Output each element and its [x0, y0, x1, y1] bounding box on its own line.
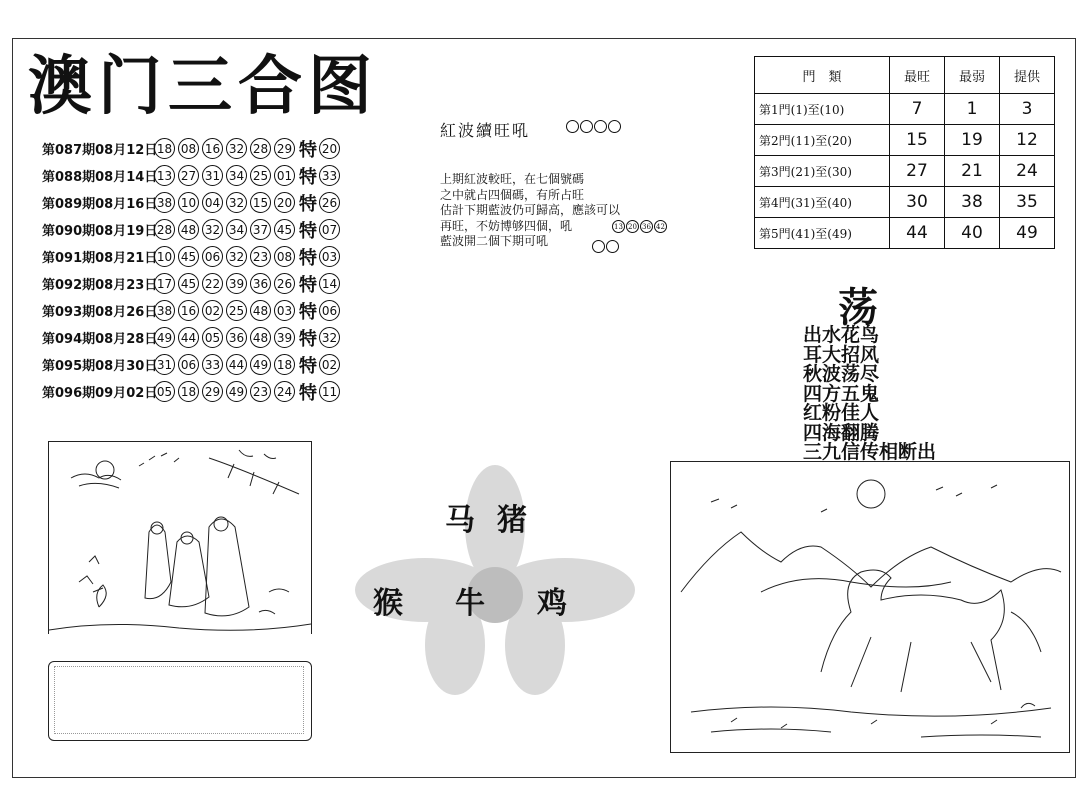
poem-line: 秋波荡尽	[803, 363, 880, 385]
number-ball: 08	[178, 138, 199, 159]
number-ball: 29	[202, 381, 223, 402]
special-ball: 32	[319, 327, 340, 348]
number-ball: 44	[226, 354, 247, 375]
hongbo-line: 之中就占四個碼，有所占旺	[440, 187, 585, 202]
zodiac-sign: 猴	[373, 586, 403, 621]
number-ball: 25	[226, 300, 247, 321]
number-ball: 34	[226, 165, 247, 186]
small-ball	[592, 240, 605, 253]
table-header: 提供	[1000, 57, 1055, 94]
draw-period: 第091期08月21日	[42, 251, 158, 266]
table-row	[755, 187, 1055, 218]
poem-key-character: 荡	[838, 284, 878, 331]
hongbo-line: 上期紅波較旺，在七個號碼	[440, 172, 585, 186]
number-ball: 37	[250, 219, 271, 240]
draw-row	[42, 243, 343, 270]
number-ball: 31	[154, 354, 175, 375]
draw-row	[42, 270, 343, 297]
door-label: 第1門(1)至(10)	[755, 94, 890, 125]
number-ball: 36	[226, 327, 247, 348]
number-ball: 49	[250, 354, 271, 375]
number-ball: 48	[250, 300, 271, 321]
draw-period: 第093期08月26日	[42, 305, 158, 320]
number-ball: 23	[250, 381, 271, 402]
number-ball: 33	[202, 354, 223, 375]
small-ball: 36	[640, 220, 653, 233]
number-ball: 06	[178, 354, 199, 375]
door-offer: 49	[1000, 218, 1055, 249]
door-max: 27	[890, 156, 945, 187]
table-header: 最弱	[945, 57, 1000, 94]
poem-line: 三九信传相断出	[803, 441, 937, 463]
number-ball: 04	[202, 192, 223, 213]
door-max: 44	[890, 218, 945, 249]
number-ball: 39	[274, 327, 295, 348]
number-ball: 18	[274, 354, 295, 375]
door-min: 40	[945, 218, 1000, 249]
door-stats-table	[754, 56, 1055, 249]
small-ball	[594, 120, 607, 133]
number-ball: 32	[226, 246, 247, 267]
poem-line: 四海翻腾	[803, 421, 880, 444]
number-ball: 23	[250, 246, 271, 267]
draw-period: 第095期08月30日	[42, 359, 158, 374]
table-row	[755, 156, 1055, 187]
draw-period: 第090期08月19日	[42, 224, 158, 239]
figures-illustration	[48, 441, 312, 634]
draw-period: 第087期08月12日	[42, 143, 158, 158]
door-offer: 35	[1000, 187, 1055, 218]
table-header: 最旺	[890, 57, 945, 94]
special-ball: 07	[319, 219, 340, 240]
hongbo-circles-2	[592, 240, 620, 253]
draw-results-list	[42, 135, 343, 405]
number-ball: 08	[274, 246, 295, 267]
table-row	[755, 125, 1055, 156]
notice-inner	[54, 666, 304, 734]
number-ball: 49	[226, 381, 247, 402]
zodiac-top-row	[445, 495, 549, 539]
special-ball: 03	[319, 246, 340, 267]
door-min: 21	[945, 156, 1000, 187]
number-ball: 48	[250, 327, 271, 348]
number-ball: 26	[274, 273, 295, 294]
special-label: 特	[299, 301, 317, 323]
number-ball: 16	[202, 138, 223, 159]
special-ball: 06	[319, 300, 340, 321]
number-ball: 36	[250, 273, 271, 294]
number-ball: 28	[154, 219, 175, 240]
number-ball: 45	[178, 246, 199, 267]
special-label: 特	[299, 193, 317, 215]
door-offer: 24	[1000, 156, 1055, 187]
special-ball: 20	[319, 138, 340, 159]
door-label: 第2門(11)至(20)	[755, 125, 890, 156]
number-ball: 18	[178, 381, 199, 402]
number-ball: 15	[250, 192, 271, 213]
special-label: 特	[299, 220, 317, 242]
number-ball: 03	[274, 300, 295, 321]
small-ball	[608, 120, 621, 133]
special-label: 特	[299, 166, 317, 188]
number-ball: 16	[178, 300, 199, 321]
zodiac-sign: 马	[445, 503, 497, 538]
door-offer: 3	[1000, 94, 1055, 125]
number-ball: 32	[226, 138, 247, 159]
draw-period: 第096期09月02日	[42, 386, 158, 401]
special-ball: 11	[319, 381, 340, 402]
hongbo-line: 再旺，不妨博够四個，吼	[440, 218, 573, 233]
table-header: 門 類	[755, 57, 890, 94]
number-ball: 05	[202, 327, 223, 348]
hongbo-circles-1	[612, 220, 668, 233]
door-offer: 12	[1000, 125, 1055, 156]
table-row	[755, 218, 1055, 249]
number-ball: 45	[178, 273, 199, 294]
draw-period: 第094期08月28日	[42, 332, 158, 347]
hongbo-paragraph	[440, 172, 620, 250]
number-ball: 38	[154, 192, 175, 213]
number-ball: 10	[154, 246, 175, 267]
special-label: 特	[299, 274, 317, 296]
zodiac-sign: 牛	[455, 586, 485, 621]
door-min: 19	[945, 125, 1000, 156]
hongbo-line: 估計下期藍波仍可歸高，應該可以	[440, 203, 621, 217]
page-title: 澳门三合图	[28, 50, 378, 124]
draw-period: 第089期08月16日	[42, 197, 158, 212]
zodiac-sign: 鸡	[537, 586, 567, 621]
draw-row	[42, 351, 343, 378]
small-ball	[566, 120, 579, 133]
door-label: 第4門(31)至(40)	[755, 187, 890, 218]
table-row	[755, 94, 1055, 125]
poem-line: 四方五鬼	[803, 382, 880, 405]
special-ball: 02	[319, 354, 340, 375]
door-label: 第5門(41)至(49)	[755, 218, 890, 249]
small-ball: 42	[654, 220, 667, 233]
number-ball: 34	[226, 219, 247, 240]
number-ball: 18	[154, 138, 175, 159]
number-ball: 05	[154, 381, 175, 402]
number-ball: 06	[202, 246, 223, 267]
special-label: 特	[299, 139, 317, 161]
number-ball: 48	[178, 219, 199, 240]
number-ball: 10	[178, 192, 199, 213]
special-ball: 33	[319, 165, 340, 186]
draw-period: 第092期08月23日	[42, 278, 158, 293]
number-ball: 32	[202, 219, 223, 240]
special-label: 特	[299, 382, 317, 404]
number-ball: 27	[178, 165, 199, 186]
number-ball: 39	[226, 273, 247, 294]
hongbo-title: 紅波續旺吼	[440, 121, 531, 140]
number-ball: 17	[154, 273, 175, 294]
poem-line: 红粉佳人	[803, 402, 880, 424]
draw-row	[42, 135, 343, 162]
zodiac-bottom-row	[373, 578, 619, 622]
number-ball: 32	[226, 192, 247, 213]
number-ball: 44	[178, 327, 199, 348]
draw-row	[42, 378, 343, 405]
poem-line: 耳大招风	[803, 343, 880, 366]
door-max: 30	[890, 187, 945, 218]
small-ball: 20	[626, 220, 639, 233]
number-ball: 25	[250, 165, 271, 186]
small-ball	[580, 120, 593, 133]
draw-row	[42, 297, 343, 324]
hongbo-line: 藍波開二個下期可吼	[440, 234, 549, 248]
number-ball: 38	[154, 300, 175, 321]
number-ball: 22	[202, 273, 223, 294]
door-min: 1	[945, 94, 1000, 125]
number-ball: 13	[154, 165, 175, 186]
horse-illustration	[670, 461, 1070, 753]
poem-line: 出水花鸟	[803, 324, 880, 346]
small-ball	[606, 240, 619, 253]
draw-row	[42, 324, 343, 351]
draw-row	[42, 162, 343, 189]
door-max: 7	[890, 94, 945, 125]
zodiac-sign: 猪	[497, 503, 549, 538]
poem-block	[803, 326, 936, 463]
draw-period: 第088期08月14日	[42, 170, 158, 185]
number-ball: 01	[274, 165, 295, 186]
number-ball: 49	[154, 327, 175, 348]
door-label: 第3門(21)至(30)	[755, 156, 890, 187]
number-ball: 20	[274, 192, 295, 213]
special-label: 特	[299, 247, 317, 269]
figures-drawing	[49, 442, 311, 634]
draw-row	[42, 216, 343, 243]
number-ball: 31	[202, 165, 223, 186]
door-min: 38	[945, 187, 1000, 218]
special-label: 特	[299, 328, 317, 350]
horse-drawing	[671, 462, 1069, 752]
special-ball: 26	[319, 192, 340, 213]
number-ball: 24	[274, 381, 295, 402]
number-ball: 28	[250, 138, 271, 159]
small-ball: 13	[612, 220, 625, 233]
number-ball: 29	[274, 138, 295, 159]
table-header-row	[755, 57, 1055, 94]
special-ball: 14	[319, 273, 340, 294]
number-ball: 02	[202, 300, 223, 321]
special-label: 特	[299, 355, 317, 377]
number-ball: 45	[274, 219, 295, 240]
hongbo-title-circles	[566, 120, 622, 133]
door-max: 15	[890, 125, 945, 156]
draw-row	[42, 189, 343, 216]
